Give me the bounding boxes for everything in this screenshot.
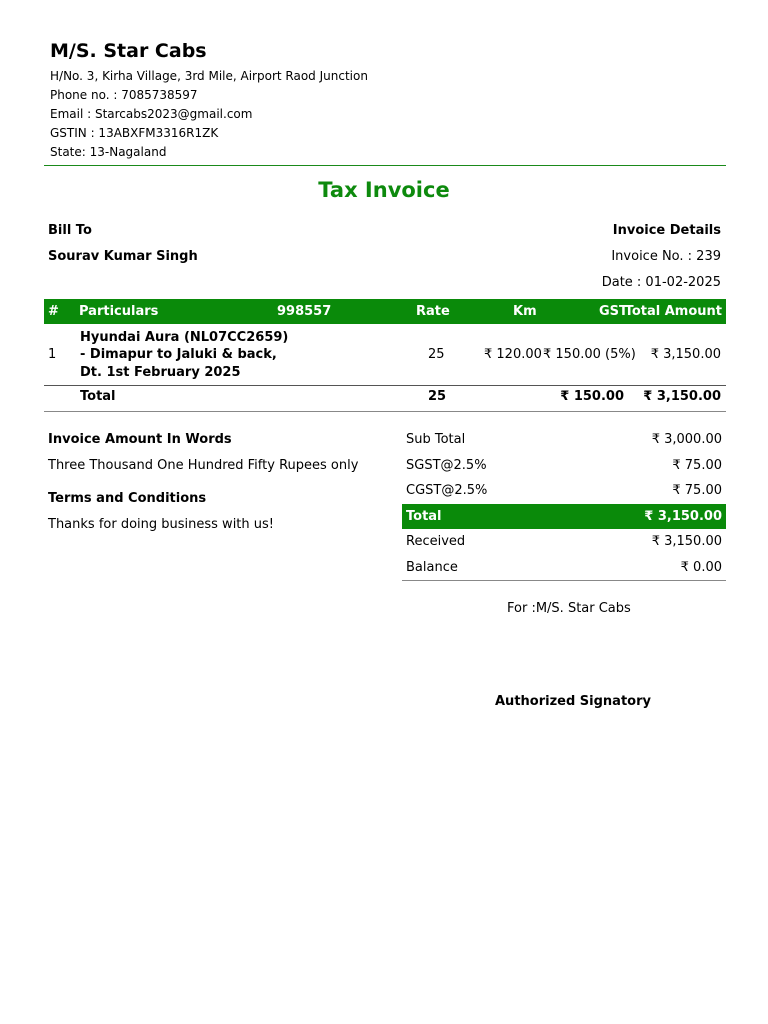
total-row-rate: 25 — [428, 389, 447, 404]
items-table-header — [44, 299, 726, 324]
invoice-details-label: Invoice Details — [612, 223, 721, 238]
total-row-gst: ₹ 150.00 — [560, 389, 624, 404]
summary-total-row — [402, 504, 726, 529]
row-num: 1 — [48, 347, 57, 362]
row-gst: ₹ 150.00 (5%) — [543, 347, 636, 362]
row-divider — [44, 385, 726, 386]
invoice-date: Date : 01-02-2025 — [601, 275, 721, 290]
summary-sgst-row — [402, 453, 726, 478]
received-label: Received — [406, 534, 466, 549]
balance-value: ₹ 0.00 — [680, 560, 722, 575]
terms-label: Terms and Conditions — [48, 491, 207, 506]
row-rate: 25 — [428, 347, 445, 362]
header-gst: GST — [599, 304, 628, 319]
header-total-amount: Total Amount — [624, 304, 722, 319]
summary-balance-row — [402, 555, 726, 580]
row-total-amount: ₹ 3,150.00 — [650, 347, 721, 362]
authorized-signatory: Authorized Signatory — [495, 694, 651, 709]
company-name: M/S. Star Cabs — [50, 40, 207, 62]
cgst-label: CGST@2.5% — [406, 483, 488, 498]
row-particulars-line3: Dt. 1st February 2025 — [80, 365, 241, 380]
summary-total-value: ₹ 3,150.00 — [644, 509, 722, 524]
row-particulars-line2: - Dimapur to Jaluki & back, — [80, 347, 277, 362]
header-hsn: 998557 — [277, 304, 332, 319]
header-num: # — [48, 304, 59, 319]
row-particulars-line1: Hyundai Aura (NL07CC2659) — [80, 330, 289, 345]
total-row-amount: ₹ 3,150.00 — [643, 389, 721, 404]
company-state: State: 13-Nagaland — [50, 145, 167, 159]
company-email: Email : Starcabs2023@gmail.com — [50, 107, 253, 121]
company-gstin: GSTIN : 13ABXFM3316R1ZK — [50, 126, 219, 140]
terms-value: Thanks for doing business with us! — [48, 517, 274, 532]
bill-to-label: Bill To — [48, 223, 92, 238]
invoice-title: Tax Invoice — [318, 178, 450, 202]
header-divider — [44, 165, 726, 166]
received-value: ₹ 3,150.00 — [651, 534, 722, 549]
company-phone: Phone no. : 7085738597 — [50, 88, 198, 102]
summary-divider — [402, 580, 726, 581]
summary-subtotal-row — [402, 427, 726, 452]
sgst-value: ₹ 75.00 — [672, 458, 722, 473]
subtotal-value: ₹ 3,000.00 — [651, 432, 722, 447]
amount-in-words-value: Three Thousand One Hundred Fifty Rupees only — [48, 458, 359, 473]
summary-cgst-row — [402, 478, 726, 503]
amount-in-words-label: Invoice Amount In Words — [48, 432, 232, 447]
header-rate: Rate — [416, 304, 450, 319]
company-address: H/No. 3, Kirha Village, 3rd Mile, Airport Raod Junction — [50, 69, 368, 83]
total-row-divider — [44, 411, 726, 412]
sgst-label: SGST@2.5% — [406, 458, 487, 473]
bill-to-name: Sourav Kumar Singh — [48, 249, 198, 264]
subtotal-label: Sub Total — [406, 432, 466, 447]
total-row-label: Total — [80, 389, 116, 404]
cgst-value: ₹ 75.00 — [672, 483, 722, 498]
header-km: Km — [513, 304, 537, 319]
invoice-number: Invoice No. : 239 — [611, 249, 721, 264]
summary-total-label: Total — [406, 509, 442, 524]
row-km: ₹ 120.00 — [484, 347, 542, 362]
header-particulars: Particulars — [79, 304, 159, 319]
summary-received-row — [402, 529, 726, 554]
for-company-label: For :M/S. Star Cabs — [507, 601, 631, 616]
balance-label: Balance — [406, 560, 458, 575]
